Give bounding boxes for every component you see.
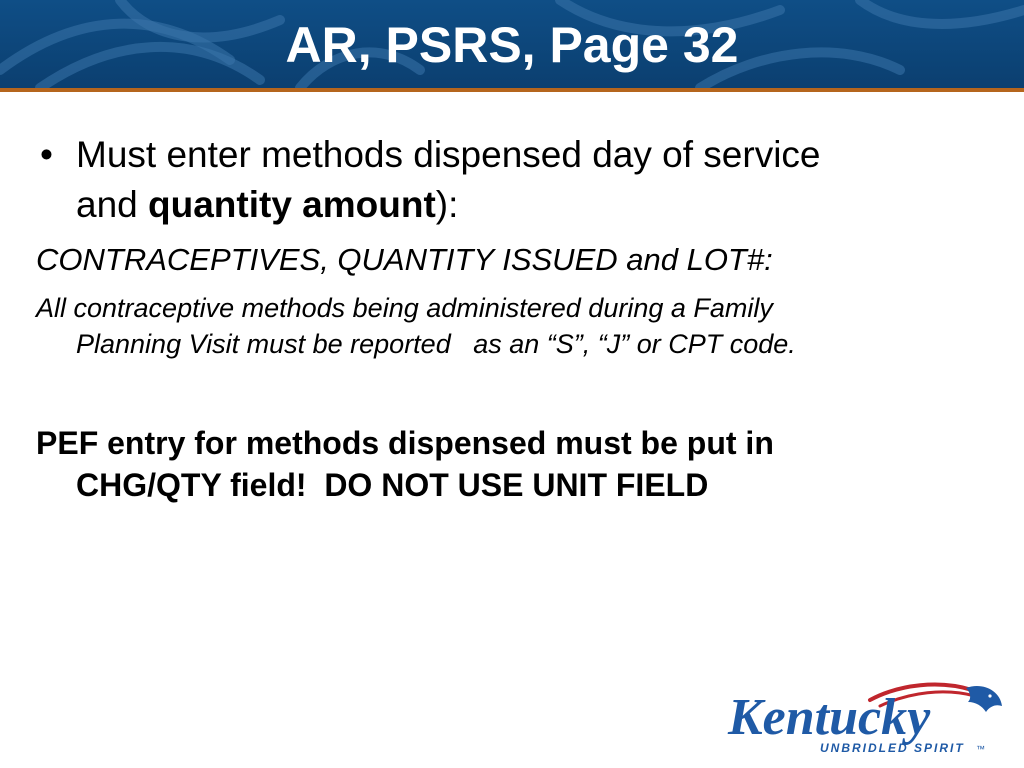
note-line-1: All contraceptive methods being administered during a Family: [36, 293, 773, 323]
slide-body: [36, 130, 996, 506]
kentucky-logo: [720, 676, 1010, 760]
logo-trademark: ™: [976, 744, 985, 754]
bullet-line-2: [76, 180, 996, 230]
contraceptive-note: [36, 290, 996, 362]
horse-head-icon: [966, 686, 1002, 712]
bullet-dot: •: [40, 134, 53, 175]
note-line-2: Planning Visit must be reported as an “S”, “J” or CPT code.: [76, 329, 796, 359]
title-divider: [0, 88, 1024, 92]
bullet-line-2-prefix: and: [76, 184, 149, 225]
pef-line-1: PEF entry for methods dispensed must be put in: [36, 425, 774, 461]
bullet-line-2-suffix: ):: [435, 184, 459, 225]
logo-tagline: UNBRIDLED SPIRIT: [820, 741, 965, 755]
slide-title: AR, PSRS, Page 32: [285, 17, 739, 73]
logo-wordmark: Kentucky: [728, 689, 931, 746]
section-heading: CONTRACEPTIVES, QUANTITY ISSUED and LOT#:: [36, 242, 773, 277]
pef-line-2: CHG/QTY field! DO NOT USE UNIT FIELD: [76, 467, 709, 503]
bullet-item: [36, 130, 996, 230]
bullet-emphasis: quantity amount: [148, 184, 436, 225]
bullet-line-1: Must enter methods dispensed day of service: [76, 134, 821, 175]
pef-instruction: [36, 422, 996, 506]
title-bar: [0, 0, 1024, 88]
